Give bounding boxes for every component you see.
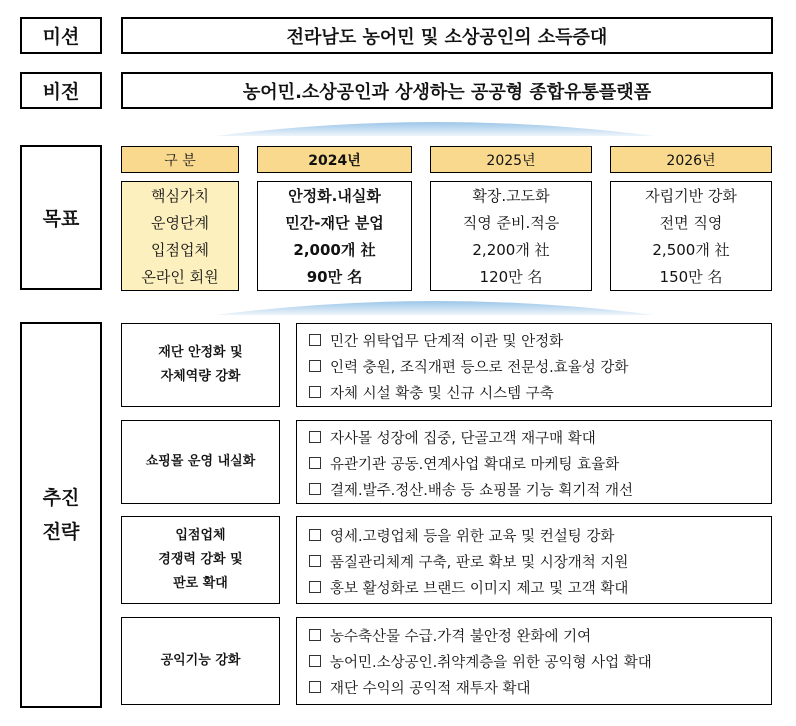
goals-value: 150만 名 xyxy=(659,268,723,286)
goals-column-2025 xyxy=(430,181,592,291)
goals-row-label-stage: 운영단계 xyxy=(151,214,209,232)
goals-value: 자립기반 강화 xyxy=(645,187,737,205)
checkbox-icon xyxy=(309,629,321,641)
list-item-text: 홍보 활성화로 브랜드 이미지 제고 및 고객 확대 xyxy=(330,580,629,597)
list-item xyxy=(309,476,765,502)
goals-row-labels xyxy=(121,181,239,291)
up-arrow-icon xyxy=(215,112,655,138)
goals-header-2026: 2026년 xyxy=(610,146,772,173)
checkbox-icon xyxy=(309,431,321,443)
checkbox-icon xyxy=(309,555,321,567)
list-item-text: 영세.고령업체 등을 위한 교육 및 컨설팅 강화 xyxy=(330,528,615,545)
checkbox-icon xyxy=(309,483,321,495)
goals-value: 민간-재단 분업 xyxy=(285,214,384,232)
goals-row-label-core-value: 핵심가치 xyxy=(151,187,209,205)
goals-row-label-vendors: 입점업체 xyxy=(151,241,209,259)
list-item-text: 유관기관 공동.연계사업 확대로 마케팅 효율화 xyxy=(330,456,620,473)
checkbox-icon xyxy=(309,360,321,372)
goals-value: 직영 준비.적응 xyxy=(462,214,560,232)
list-item xyxy=(309,424,765,450)
goals-value: 확장.고도화 xyxy=(472,187,550,205)
goals-header-2024: 2024년 xyxy=(257,146,412,173)
list-item xyxy=(309,522,765,548)
list-item-text: 농어민.소상공인.취약계층을 위한 공익형 사업 확대 xyxy=(330,654,652,671)
list-item xyxy=(309,379,765,405)
list-item xyxy=(309,648,765,674)
vision-label: 비전 xyxy=(20,72,102,109)
checkbox-icon xyxy=(309,386,321,398)
list-item xyxy=(309,450,765,476)
goals-value: 2,500개 社 xyxy=(652,241,730,259)
strategy-group-items xyxy=(296,323,772,407)
strategy-group-name: 공익기능 강화 xyxy=(121,617,280,705)
goals-label: 목표 xyxy=(20,145,102,290)
list-item-text: 품질관리체계 구축, 판로 확보 및 시장개척 지원 xyxy=(330,554,629,571)
mission-text: 전라남도 농어민 및 소상공인의 소득증대 xyxy=(121,17,773,54)
goals-value: 안정화.내실화 xyxy=(288,187,381,205)
strategy-label: 추진 전략 xyxy=(20,322,102,708)
goals-value: 전면 직영 xyxy=(659,214,723,232)
strategy-group-name: 재단 안정화 및 자체역량 강화 xyxy=(121,323,280,407)
list-item xyxy=(309,674,765,700)
list-item xyxy=(309,353,765,379)
goals-header-2025: 2025년 xyxy=(430,146,592,173)
list-item xyxy=(309,548,765,574)
list-item-text: 결제.발주.정산.배송 등 쇼핑몰 기능 획기적 개선 xyxy=(330,482,634,499)
mission-label: 미션 xyxy=(20,17,102,54)
list-item xyxy=(309,622,765,648)
goals-row-label-members: 온라인 회원 xyxy=(141,268,219,286)
goals-value: 90만 名 xyxy=(306,268,363,286)
goals-value: 2,200개 社 xyxy=(472,241,550,259)
list-item-text: 재단 수익의 공익적 재투자 확대 xyxy=(330,680,531,697)
strategy-group-items xyxy=(296,420,772,504)
goals-column-2024 xyxy=(257,181,412,291)
list-item-text: 농수축산물 수급.가격 불안정 완화에 기여 xyxy=(330,628,592,645)
list-item-text: 인력 충원, 조직개편 등으로 전문성.효율성 강화 xyxy=(330,359,629,376)
checkbox-icon xyxy=(309,457,321,469)
goals-value: 120만 名 xyxy=(479,268,543,286)
list-item-text: 민간 위탁업무 단계적 이관 및 안정화 xyxy=(330,333,564,350)
checkbox-icon xyxy=(309,681,321,693)
checkbox-icon xyxy=(309,655,321,667)
up-arrow-icon xyxy=(215,291,655,317)
goals-header-category: 구 분 xyxy=(121,146,239,173)
checkbox-icon xyxy=(309,334,321,346)
list-item-text: 자사몰 성장에 집중, 단골고객 재구매 확대 xyxy=(330,430,596,447)
strategy-group-items xyxy=(296,516,772,604)
strategy-group-name: 입점업체 경쟁력 강화 및 판로 확대 xyxy=(121,516,280,604)
checkbox-icon xyxy=(309,529,321,541)
goals-column-2026 xyxy=(610,181,772,291)
list-item-text: 자체 시설 확충 및 신규 시스템 구축 xyxy=(330,385,554,402)
list-item xyxy=(309,327,765,353)
list-item xyxy=(309,574,765,600)
strategy-group-name: 쇼핑몰 운영 내실화 xyxy=(121,420,280,504)
goals-value: 2,000개 社 xyxy=(293,241,376,259)
strategy-group-items xyxy=(296,617,772,705)
checkbox-icon xyxy=(309,581,321,593)
vision-text: 농어민.소상공인과 상생하는 공공형 종합유통플랫폼 xyxy=(121,72,773,109)
